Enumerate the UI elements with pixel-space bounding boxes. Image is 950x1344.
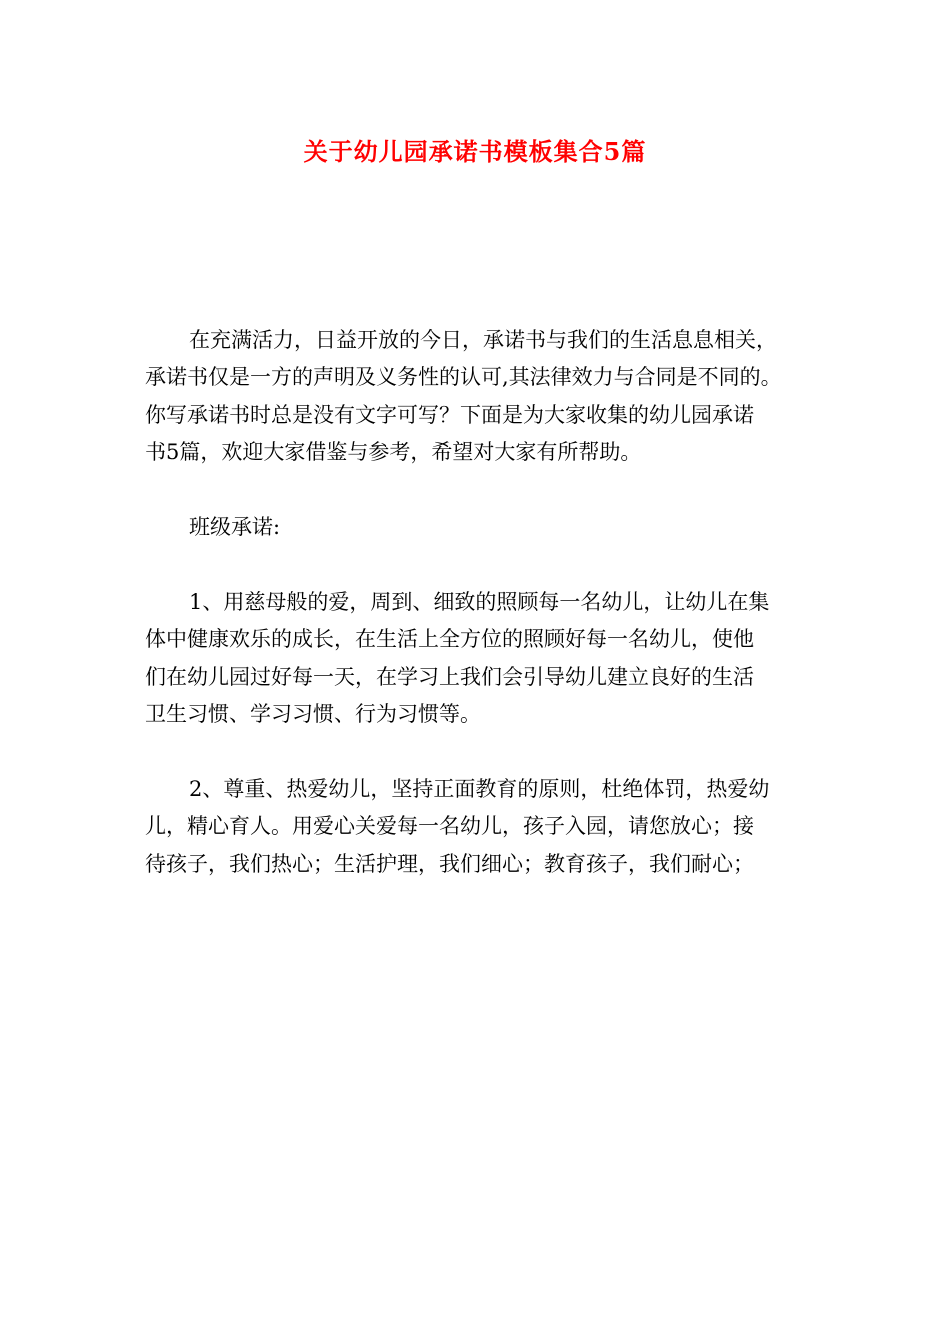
text-line: 待孩子，我们热心；生活护理，我们细心；教育孩子，我们耐心； (145, 851, 754, 876)
paragraph-class-promise-heading (145, 509, 810, 546)
document-title: 关于幼儿园承诺书模板集合5篇 (303, 137, 647, 166)
paragraph-promise-2 (145, 771, 810, 883)
text-line: 你写承诺书时总是没有文字可写？下面是为大家收集的幼儿园承诺 (145, 402, 754, 427)
text-line: 承诺书仅是一方的声明及义务性的认可,其法律效力与合同是不同的。 (145, 365, 782, 390)
paragraph-intro (145, 322, 810, 472)
text-line: 体中健康欢乐的成长，在生活上全方位的照顾好每一名幼儿，使他 (145, 627, 754, 652)
text-line: 在充满活力，日益开放的今日，承诺书与我们的生活息息相关， (189, 328, 777, 352)
document-body (145, 322, 810, 883)
text-line: 书5篇，欢迎大家借鉴与参考，希望对大家有所帮助。 (145, 440, 642, 465)
paragraph-promise-1 (145, 584, 810, 734)
text-line: 1、用慈母般的爱，周到、细致的照顾每一名幼儿，让幼儿在集 (189, 589, 770, 614)
text-line: 2、尊重、热爱幼儿，坚持正面教育的原则，杜绝体罚，热爱幼 (189, 776, 770, 801)
text-line: 儿，精心育人。用爱心关爱每一名幼儿，孩子入园，请您放心；接 (145, 814, 754, 839)
text-line: 班级承诺: (189, 515, 281, 540)
text-line: 卫生习惯、学习习惯、行为习惯等。 (145, 702, 481, 727)
text-line: 们在幼儿园过好每一天，在学习上我们会引导幼儿建立良好的生活 (145, 664, 754, 689)
